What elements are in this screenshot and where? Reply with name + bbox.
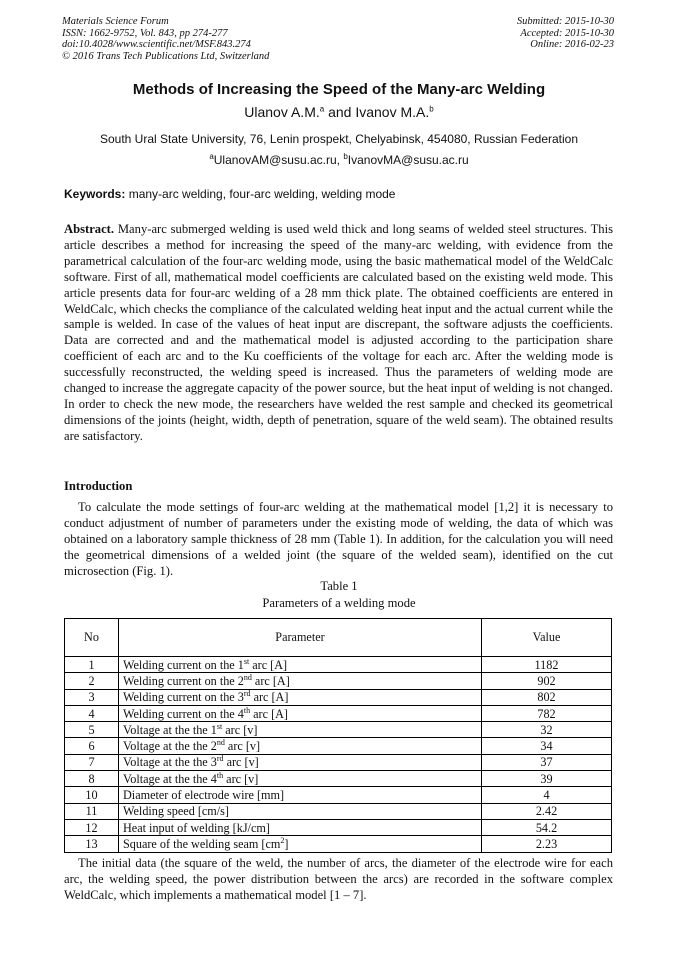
parameter-text: Voltage at the the 1: [123, 722, 217, 737]
parameter-superscript: nd: [243, 672, 252, 682]
row-value: 782: [482, 705, 612, 721]
copyright-line: © 2016 Trans Tech Publications Ltd, Switzerland: [62, 50, 270, 62]
parameter-unit: arc [A]: [250, 706, 288, 721]
row-parameter: [119, 738, 482, 754]
row-number: 12: [65, 819, 119, 835]
row-value: 2.23: [482, 836, 612, 852]
parameter-superscript: nd: [216, 738, 225, 748]
table-row: [65, 819, 612, 835]
row-value: 4: [482, 787, 612, 803]
table-row: [65, 836, 612, 852]
parameter-superscript: st: [216, 721, 223, 731]
issn-line: ISSN: 1662-9752, Vol. 843, pp 274-277: [62, 27, 228, 39]
row-number: 6: [65, 738, 119, 754]
table-row: [65, 689, 612, 705]
row-value: 902: [482, 673, 612, 689]
row-parameter: [119, 787, 482, 803]
row-parameter: [119, 754, 482, 770]
parameter-text: Welding current on the 1: [123, 657, 244, 672]
author-1: Ulanov A.M.: [244, 104, 320, 120]
row-parameter: [119, 673, 482, 689]
row-parameter: [119, 722, 482, 738]
email-2: IvanovMA@susu.ac.ru: [347, 153, 469, 167]
paper-title: Methods of Increasing the Speed of the Many-arc Welding: [132, 81, 546, 98]
parameter-superscript: th: [243, 705, 251, 715]
header-no: No: [65, 619, 119, 657]
email-2-mark: b: [343, 152, 348, 161]
row-parameter: [119, 771, 482, 787]
online-date: Online: 2016-02-23: [530, 39, 614, 51]
row-number: 11: [65, 803, 119, 819]
row-parameter: [119, 819, 482, 835]
table-row: [65, 673, 612, 689]
parameter-superscript: rd: [243, 689, 251, 699]
parameter-superscript: st: [243, 656, 250, 666]
submitted-date: Submitted: 2015-10-30: [516, 16, 614, 27]
journal-header: [62, 16, 269, 62]
table-row: [65, 754, 612, 770]
introduction-paragraph: To calculate the mode settings of four-arc welding at the mathematical model [1,2] it is necessary to conduct adjustment of number of parameters under the existing mode of welding, the data of which was obtained on a laboratory sample thickness of 28 mm (Table 1). In addition, for the calculation you will need the geometrical dimensions of a welded joint (the square of the welded seam), identified on the cut microsection (Fig. 1).: [64, 500, 613, 578]
table-row: [65, 787, 612, 803]
row-value: 39: [482, 771, 612, 787]
row-number: 5: [65, 722, 119, 738]
table-caption: Parameters of a welding mode: [262, 596, 416, 610]
author-2-mark: b: [429, 104, 434, 114]
abstract: [64, 222, 613, 445]
header-parameter: Parameter: [119, 619, 482, 657]
parameter-unit: arc [A]: [249, 657, 288, 672]
parameter-unit: arc [v]: [222, 722, 258, 737]
author-emails: [0, 153, 678, 167]
row-number: 13: [65, 836, 119, 852]
parameter-superscript: rd: [216, 754, 224, 764]
parameter-text: Welding current on the 2: [123, 673, 244, 688]
table-header-row: [65, 619, 612, 657]
table-label: Table 1: [320, 579, 358, 593]
parameter-text: Voltage at the the 2: [123, 739, 217, 754]
row-parameter: [119, 803, 482, 819]
parameter-text: Welding current on the 4: [123, 706, 244, 721]
row-number: 8: [65, 771, 119, 787]
parameter-text: Voltage at the the 3: [123, 755, 217, 770]
header-value: Value: [482, 619, 612, 657]
parameter-text: Welding current on the 3: [123, 690, 244, 705]
row-parameter: [119, 689, 482, 705]
row-value: 802: [482, 689, 612, 705]
row-value: 34: [482, 738, 612, 754]
row-number: 4: [65, 705, 119, 721]
row-parameter: [119, 657, 482, 673]
email-1: UlanovAM@susu.ac.ru,: [213, 153, 344, 167]
row-value: 1182: [482, 657, 612, 673]
keywords-label: Keywords:: [64, 187, 126, 201]
parameter-unit: arc [v]: [224, 739, 261, 754]
row-number: 3: [65, 689, 119, 705]
table-row: [65, 738, 612, 754]
email-1-mark: a: [209, 152, 214, 161]
introduction-heading: Introduction: [64, 479, 133, 493]
author-2: Ivanov M.A.: [355, 104, 430, 120]
table-row: [65, 705, 612, 721]
keywords: [64, 187, 395, 201]
table-row: [65, 771, 612, 787]
parameter-text: Voltage at the the 4: [123, 771, 217, 786]
closing-paragraph: The initial data (the square of the weld, the number of arcs, the diameter of the electrode wire for each arc, the welding speed, the power distribution between the arcs) are recorded in the software complex WeldCalc, which implements a mathematical model [1 – 7].: [64, 856, 613, 902]
parameter-text: Square of the welding seam [cm: [123, 836, 281, 851]
journal-name: Materials Science Forum: [62, 16, 169, 27]
row-value: 37: [482, 754, 612, 770]
abstract-text: Many-arc submerged welding is used weld thick and long seams of welded steel structures. This article describes a method for increasing the speed of the many-arc welding, with evidence from the parametrical calculation of the four-arc welding mode, using the basic mathematical model of the WeldCalc software. First of all, mathematical model coefficients are calculated based on the existing weld mode. This article presents data for four-arc welding of a 28 mm thick plate. The obtained coefficients are entered in WeldCalc, which checks the compliance of the calculated welding heat input and the actual current while the sample is welded. In case of the values of heat input are discrepant, the software adjusts the coefficients. Data are corrected and and the mathematical model is adjusted according to the participation share coefficient of each arc and to the Ku coefficients of the voltage for each arc. After the welding mode is successfully reconstructed, the welding speed is increased. Thus the parameters of welding mode are changed to increase the aggregate capacity of the power source, but the heat input of welding is not changed. In order to check the new mode, the researchers have welded the rest sample and checked its geometrical dimensions of the joints (height, width, depth of penetration, square of the weld seam). The obtained results are satisfactory.: [64, 222, 613, 443]
table-row: [65, 803, 612, 819]
table-row: [65, 722, 612, 738]
parameter-superscript: th: [216, 770, 224, 780]
row-value: 32: [482, 722, 612, 738]
row-number: 7: [65, 754, 119, 770]
author-list: [0, 104, 678, 120]
row-value: 54.2: [482, 819, 612, 835]
row-value: 2.42: [482, 803, 612, 819]
parameter-unit: arc [v]: [223, 771, 259, 786]
parameter-unit: ]: [284, 836, 289, 851]
abstract-label: Abstract.: [64, 222, 115, 236]
accepted-date: Accepted: 2015-10-30: [520, 27, 614, 39]
parameter-text: Welding speed [cm/s]: [123, 804, 229, 819]
author-connector: and: [324, 104, 356, 120]
doi-line: doi:10.4028/www.scientific.net/MSF.843.274: [62, 39, 251, 51]
row-number: 1: [65, 657, 119, 673]
author-1-mark: a: [319, 104, 325, 114]
row-number: 2: [65, 673, 119, 689]
keywords-text: many-arc welding, four-arc welding, welding mode: [125, 187, 396, 201]
parameter-superscript: 2: [280, 835, 285, 845]
row-parameter: [119, 705, 482, 721]
affiliation: South Ural State University, 76, Lenin prospekt, Chelyabinsk, 454080, Russian Federation: [99, 132, 579, 146]
row-parameter: [119, 836, 482, 852]
parameter-text: Diameter of electrode wire [mm]: [123, 788, 285, 803]
parameter-unit: arc [A]: [251, 673, 290, 688]
parameter-text: Heat input of welding [kJ/cm]: [123, 820, 270, 835]
parameter-unit: arc [A]: [250, 690, 289, 705]
table-row: [65, 657, 612, 673]
row-number: 10: [65, 787, 119, 803]
parameters-table: [64, 618, 612, 853]
dates-header: [517, 16, 614, 51]
parameter-unit: arc [v]: [223, 755, 259, 770]
